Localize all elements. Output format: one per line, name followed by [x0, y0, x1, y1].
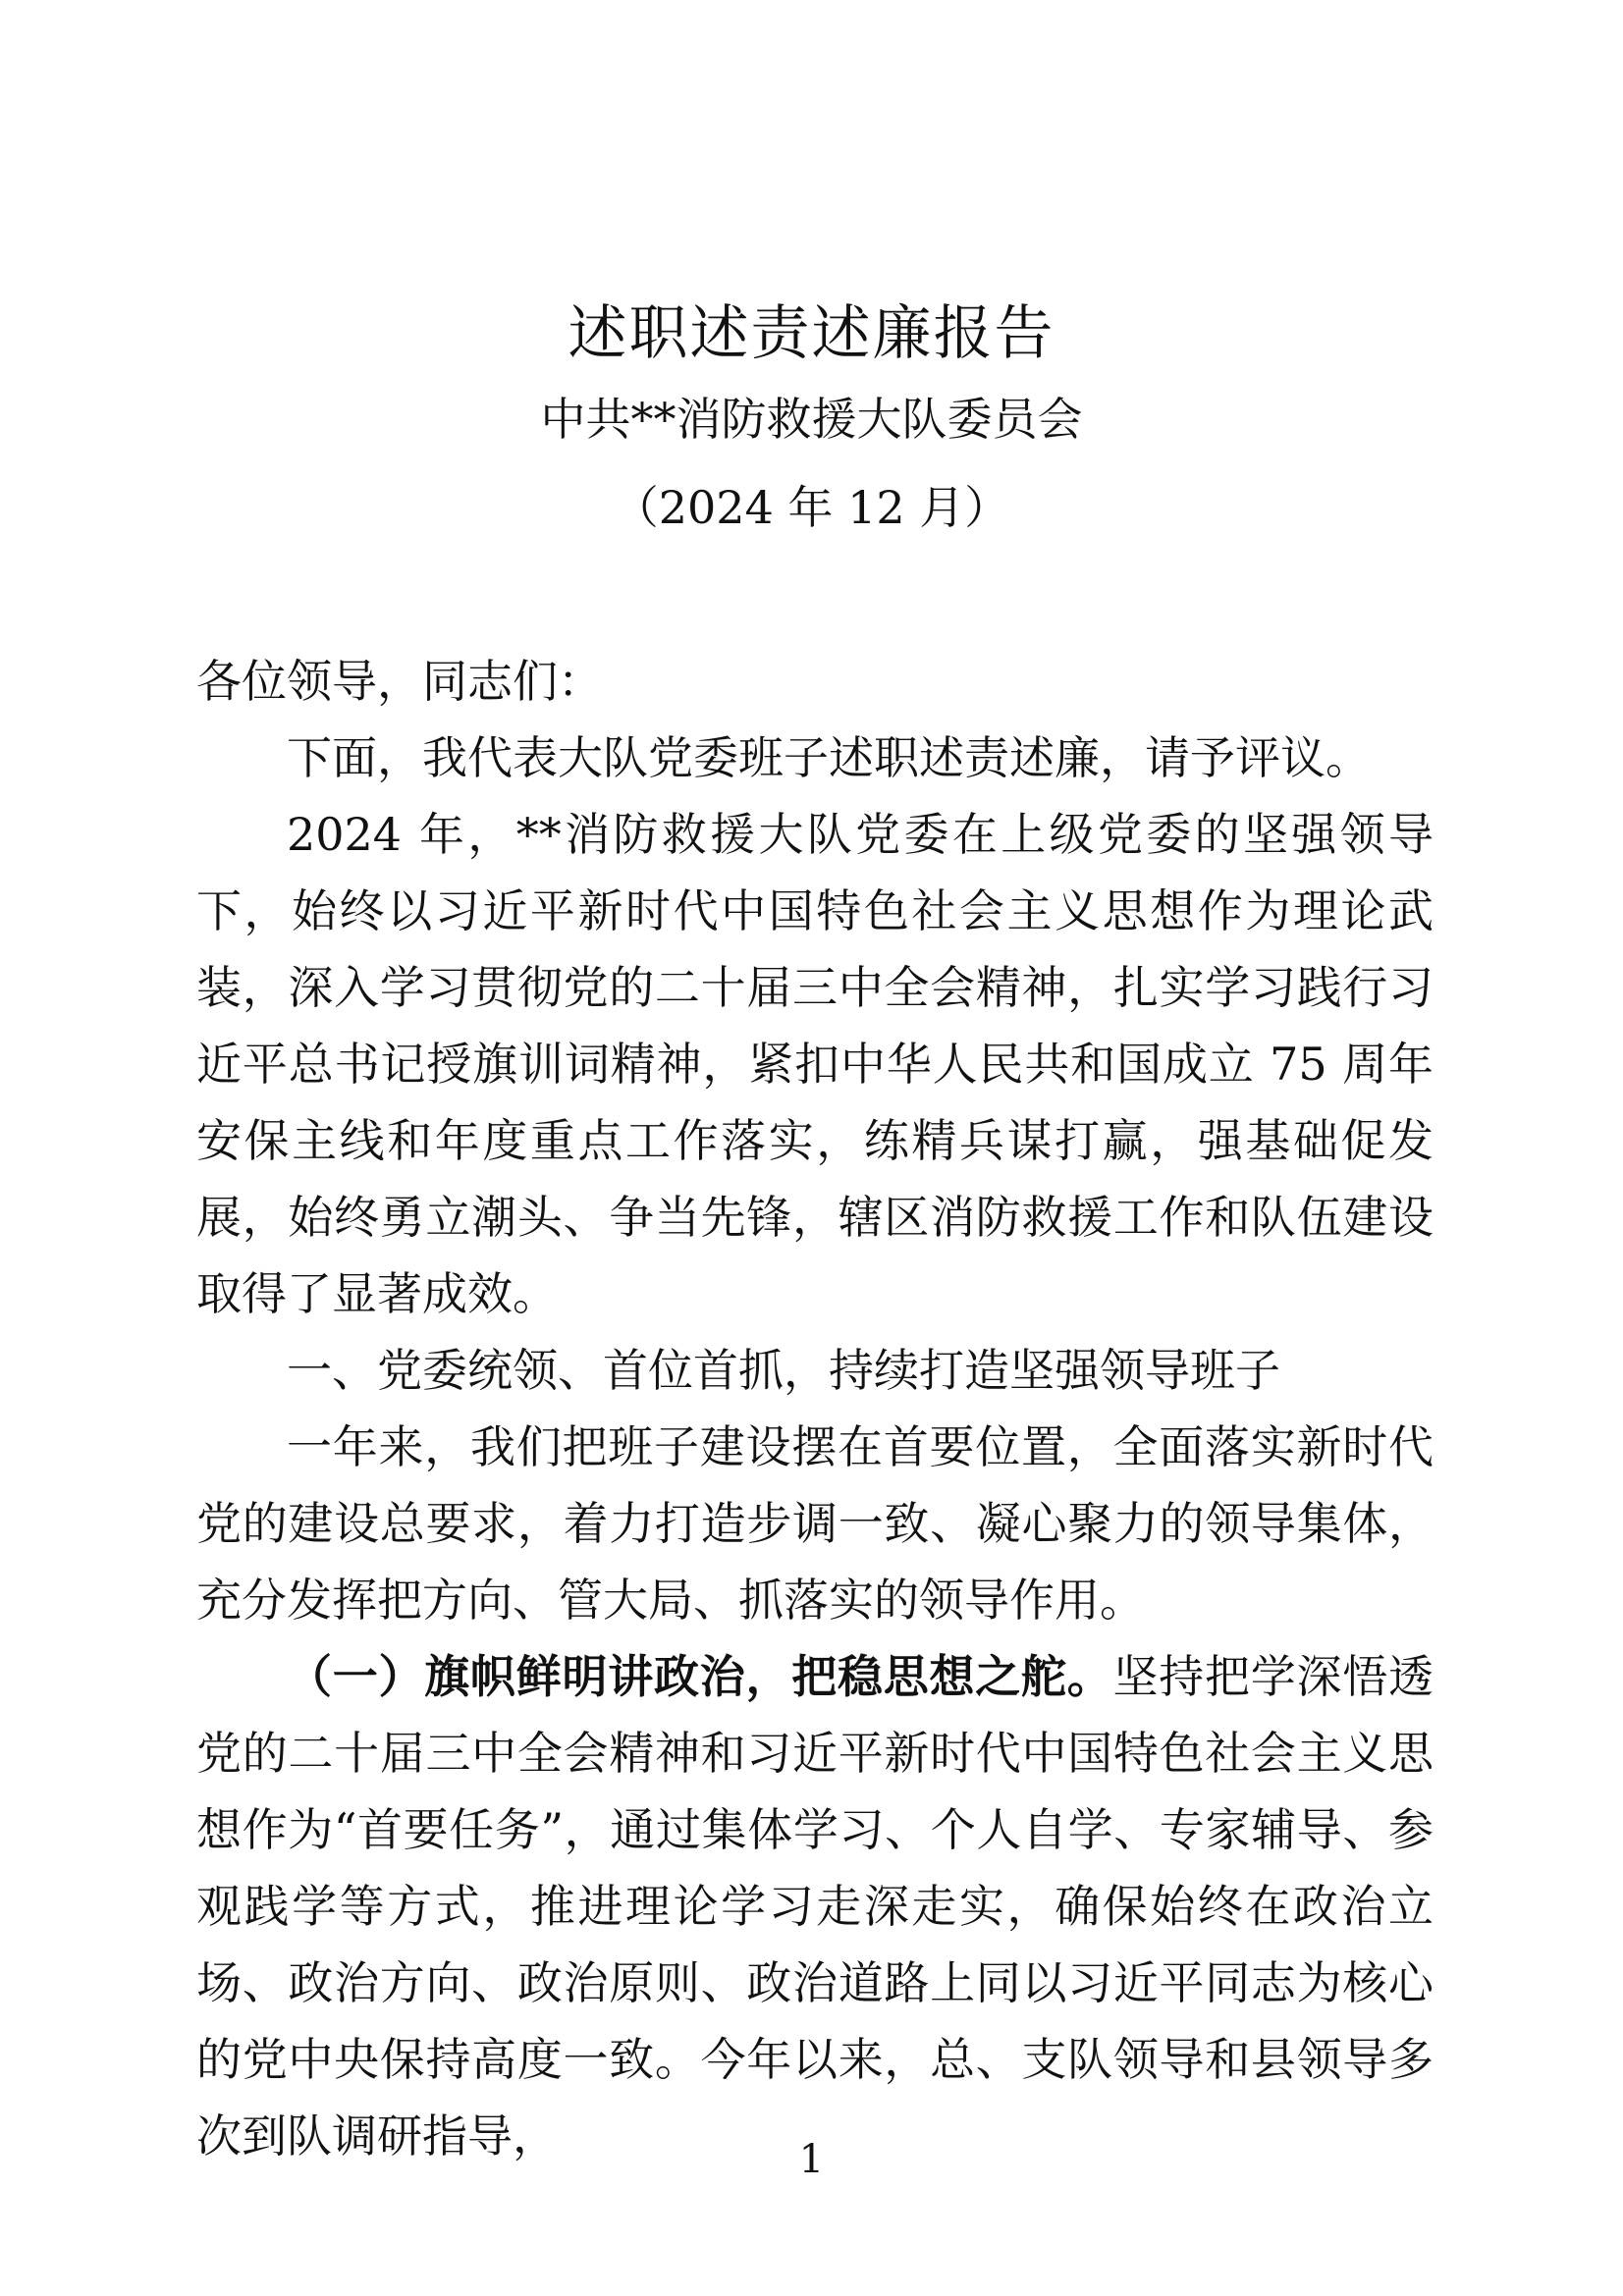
section-heading: 一、党委统领、首位首抓，持续打造坚强领导班子 — [287, 1344, 1280, 1397]
document-date: （2024 年 12 月） — [613, 481, 1010, 534]
document-subtitle: 中共**消防救援大队委员会 — [540, 393, 1083, 446]
subsection-heading: （一）旗帜鲜明讲政治，把稳思想之舵。 — [287, 1650, 1113, 1703]
salutation: 各位领导，同志们： — [196, 655, 603, 708]
body-paragraph: 一年来，我们把班子建设摆在首要位置，全面落实新时代党的建设总要求，着力打造步调一致、凝心聚力的领导集体，充分发挥把方向、管大局、抓落实的领导作用。 — [196, 1420, 1434, 1627]
document-title: 述职述责述廉报告 — [568, 299, 1055, 368]
page-number: 1 — [798, 2137, 825, 2182]
body-paragraph: 2024 年，**消防救援大队党委在上级党委的坚强领导下，始终以习近平新时代中国特色社会主义思想作为理论武装，深入学习贯彻党的二十届三中全会精神，扎实学习践行习近平总书记授旗训词精神，紧扣中华人民共和国成立 75 周年安保主线和年度重点工作落实，练精兵谋打赢，强基础促发展，始终勇立潮头、争当先锋，辖区消防救援工作和队伍建设取得了显著成效。 — [196, 808, 1434, 1320]
subsection-paragraph — [196, 1638, 1434, 2174]
subsection-text: 坚持把学深悟透党的二十届三中全会精神和习近平新时代中国特色社会主义思想作为“首要任务”，通过集体学习、个人自学、专家辅导、参观践学等方式，推进理论学习走深走实，确保始终在政治立场、政治方向、政治原则、政治道路上同以习近平同志为核心的党中央保持高度一致。今年以来，总、支队领导和县领导多次到队调研指导， — [196, 1650, 1434, 2163]
document-body — [196, 643, 1434, 2174]
body-paragraph: 下面，我代表大队党委班子述职述责述廉，请予评议。 — [287, 731, 1371, 784]
